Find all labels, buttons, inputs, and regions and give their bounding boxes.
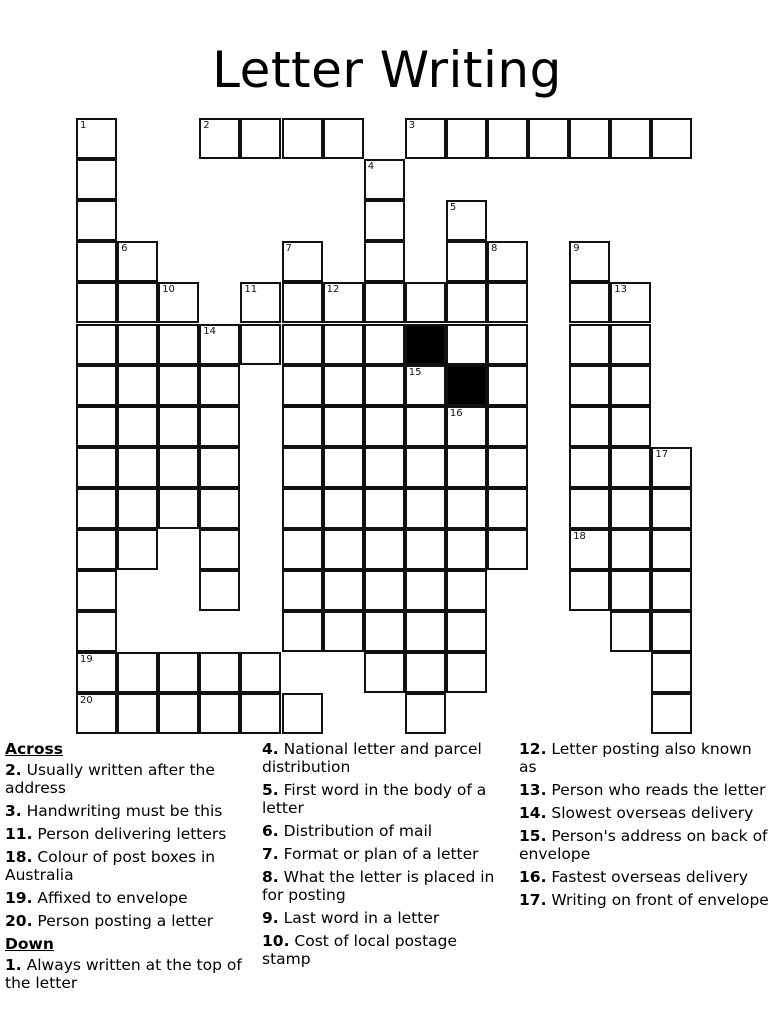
clue-number: 13. <box>519 781 547 799</box>
clue-number: 20. <box>5 912 33 930</box>
clue-text: Last word in a letter <box>283 909 440 927</box>
clue-number: 2. <box>5 761 22 779</box>
grid-cell[interactable] <box>240 324 281 365</box>
clue-number: 17. <box>519 891 547 909</box>
down-heading: Down <box>5 935 54 953</box>
clue-number: 10. <box>262 932 290 950</box>
clue-down-7 <box>262 845 502 863</box>
grid-cell[interactable] <box>610 118 651 159</box>
clue-text: Fastest overseas delivery <box>551 868 749 886</box>
grid-cell[interactable] <box>158 693 199 734</box>
grid-cell[interactable] <box>651 529 692 570</box>
cell-number: 9 <box>573 243 580 255</box>
grid-cell[interactable] <box>117 282 158 323</box>
grid-cell[interactable] <box>610 570 651 611</box>
grid-cell[interactable] <box>240 693 281 734</box>
grid-cell[interactable] <box>446 324 487 365</box>
grid-cell[interactable] <box>76 406 117 447</box>
grid-cell[interactable] <box>199 365 240 406</box>
grid-cell[interactable] <box>446 652 487 693</box>
grid-cell[interactable] <box>651 652 692 693</box>
cell-number: 13 <box>614 284 628 296</box>
grid-cell[interactable] <box>199 447 240 488</box>
grid-cell[interactable] <box>405 652 446 693</box>
grid-cell[interactable] <box>569 406 610 447</box>
grid-cell[interactable] <box>446 200 487 241</box>
clue-number: 5. <box>262 781 279 799</box>
grid-cell[interactable] <box>117 488 158 529</box>
grid-cell[interactable] <box>76 159 117 200</box>
grid-cell[interactable] <box>282 406 323 447</box>
clue-text: Handwriting must be this <box>26 802 223 820</box>
grid-cell[interactable] <box>282 529 323 570</box>
clue-text: Person's address on back of envelope <box>519 827 768 863</box>
clue-text: Person posting a letter <box>37 912 214 930</box>
cell-number: 15 <box>408 366 422 378</box>
grid-cell[interactable] <box>240 118 281 159</box>
cell-number: 12 <box>326 284 340 296</box>
clue-text: Writing on front of envelope <box>551 891 769 909</box>
grid-cell[interactable] <box>405 118 446 159</box>
clue-number: 4. <box>262 740 279 758</box>
grid-cell[interactable] <box>117 365 158 406</box>
clue-text: Person who reads the letter <box>551 781 766 799</box>
grid-cell[interactable] <box>76 365 117 406</box>
grid-cell[interactable] <box>282 365 323 406</box>
clue-across-19 <box>5 889 245 907</box>
grid-cell[interactable] <box>364 241 405 282</box>
grid-cell[interactable] <box>569 529 610 570</box>
clue-across-18 <box>5 848 245 884</box>
grid-cell[interactable] <box>569 241 610 282</box>
grid-cell[interactable] <box>323 611 364 652</box>
grid-cell[interactable] <box>569 365 610 406</box>
grid-cell[interactable] <box>199 529 240 570</box>
grid-cell[interactable] <box>199 693 240 734</box>
grid-cell[interactable] <box>610 529 651 570</box>
clue-text: Usually written after the address <box>5 761 215 797</box>
grid-cell[interactable] <box>364 488 405 529</box>
grid-cell[interactable] <box>76 488 117 529</box>
grid-cell[interactable] <box>282 693 323 734</box>
grid-cell[interactable] <box>610 365 651 406</box>
grid-cell[interactable] <box>569 570 610 611</box>
clue-number: 8. <box>262 868 279 886</box>
grid-cell[interactable] <box>487 241 528 282</box>
grid-cell[interactable] <box>610 282 651 323</box>
grid-cell[interactable] <box>610 611 651 652</box>
clue-text: Affixed to envelope <box>37 889 188 907</box>
grid-cell[interactable] <box>199 324 240 365</box>
clue-down-17 <box>519 891 769 909</box>
grid-cell[interactable] <box>446 241 487 282</box>
grid-cell[interactable] <box>651 693 692 734</box>
grid-cell[interactable] <box>446 488 487 529</box>
grid-cell[interactable] <box>446 529 487 570</box>
grid-cell[interactable] <box>364 406 405 447</box>
grid-cell[interactable] <box>76 447 117 488</box>
grid-cell[interactable] <box>323 282 364 323</box>
cell-number: 4 <box>367 161 375 173</box>
grid-cell[interactable] <box>405 365 446 406</box>
grid-cell[interactable] <box>446 118 487 159</box>
cell-number: 14 <box>203 325 217 337</box>
clue-number: 7. <box>262 845 279 863</box>
grid-cell[interactable] <box>528 118 569 159</box>
grid-cell[interactable] <box>610 406 651 447</box>
grid-cell[interactable] <box>364 529 405 570</box>
grid-cell[interactable] <box>364 324 405 365</box>
grid-cell[interactable] <box>323 118 364 159</box>
clue-across-2 <box>5 761 245 797</box>
grid-cell[interactable] <box>323 406 364 447</box>
clue-text: First word in the body of a letter <box>262 781 487 817</box>
grid-cell[interactable] <box>487 118 528 159</box>
grid-cell[interactable] <box>323 529 364 570</box>
clue-text: Slowest overseas delivery <box>551 804 754 822</box>
grid-cell[interactable] <box>158 324 199 365</box>
cell-number: 3 <box>408 120 416 131</box>
clue-down-13 <box>519 781 769 799</box>
grid-cell[interactable] <box>487 488 528 529</box>
grid-cell[interactable] <box>282 488 323 529</box>
grid-cell[interactable] <box>364 611 405 652</box>
grid-cell[interactable] <box>405 529 446 570</box>
clue-down-15 <box>519 827 769 863</box>
clue-number: 15. <box>519 827 547 845</box>
grid-cell[interactable] <box>487 282 528 323</box>
grid-cell[interactable] <box>158 488 199 529</box>
clue-number: 19. <box>5 889 33 907</box>
clue-text: Distribution of mail <box>283 822 433 840</box>
clue-number: 16. <box>519 868 547 886</box>
clues-column-2 <box>262 740 502 973</box>
grid-cell[interactable] <box>364 570 405 611</box>
clue-down-4 <box>262 740 502 776</box>
grid-cell[interactable] <box>446 282 487 323</box>
grid-cell[interactable] <box>199 488 240 529</box>
grid-cell[interactable] <box>76 611 117 652</box>
grid-cell[interactable] <box>405 282 446 323</box>
grid-cell[interactable] <box>610 488 651 529</box>
grid-cell[interactable] <box>282 324 323 365</box>
grid-cell[interactable] <box>117 693 158 734</box>
clue-down-16 <box>519 868 769 886</box>
grid-cell[interactable] <box>76 570 117 611</box>
clue-number: 6. <box>262 822 279 840</box>
grid-cell[interactable] <box>117 447 158 488</box>
clue-down-10 <box>262 932 502 968</box>
grid-cell[interactable] <box>487 529 528 570</box>
grid-cell[interactable] <box>76 282 117 323</box>
grid-cell[interactable] <box>76 693 117 734</box>
grid-cell[interactable] <box>569 488 610 529</box>
grid-cell[interactable] <box>323 447 364 488</box>
grid-cell[interactable] <box>610 447 651 488</box>
clue-text: Format or plan of a letter <box>283 845 479 863</box>
grid-cell[interactable] <box>364 200 405 241</box>
grid-cell[interactable] <box>569 118 610 159</box>
grid-cell[interactable] <box>323 570 364 611</box>
clue-across-11 <box>5 825 245 843</box>
clue-number: 9. <box>262 909 279 927</box>
grid-cell[interactable] <box>610 324 651 365</box>
clues-column-1 <box>5 740 245 997</box>
grid-cell[interactable] <box>117 241 158 282</box>
grid-cell[interactable] <box>405 611 446 652</box>
grid-cell[interactable] <box>405 693 446 734</box>
grid-cell[interactable] <box>446 447 487 488</box>
grid-cell[interactable] <box>487 365 528 406</box>
grid-cell[interactable] <box>199 406 240 447</box>
grid-cell[interactable] <box>282 241 323 282</box>
grid-cell[interactable] <box>405 447 446 488</box>
grid-cell[interactable] <box>76 529 117 570</box>
clue-text: Always written at the top of the letter <box>5 956 242 992</box>
clue-down-6 <box>262 822 502 840</box>
grid-cell[interactable] <box>487 324 528 365</box>
grid-cell[interactable] <box>487 406 528 447</box>
black-cell <box>446 365 487 406</box>
grid-cell[interactable] <box>158 282 199 323</box>
cell-number: 8 <box>491 243 498 255</box>
clue-number: 1. <box>5 956 22 974</box>
grid-cell[interactable] <box>405 570 446 611</box>
clue-number: 14. <box>519 804 547 822</box>
clue-across-20 <box>5 912 245 930</box>
clue-number: 11. <box>5 825 33 843</box>
clue-number: 3. <box>5 802 22 820</box>
clue-down-12 <box>519 740 769 776</box>
grid-cell[interactable] <box>446 570 487 611</box>
grid-cell[interactable] <box>364 447 405 488</box>
grid-cell[interactable] <box>158 406 199 447</box>
cell-number: 11 <box>244 284 258 296</box>
clue-number: 18. <box>5 848 33 866</box>
grid-cell[interactable] <box>569 324 610 365</box>
clue-text: Cost of local postage stamp <box>262 932 458 968</box>
clue-text: What the letter is placed in for posting <box>262 868 495 904</box>
page-title: Letter Writing <box>212 41 562 99</box>
crossword-grid <box>77 119 697 739</box>
grid-cell[interactable] <box>158 365 199 406</box>
cell-number: 10 <box>162 284 175 296</box>
cell-number: 7 <box>285 243 292 255</box>
clue-text: National letter and parcel distribution <box>262 740 482 776</box>
grid-cell[interactable] <box>240 282 281 323</box>
grid-cell[interactable] <box>117 652 158 693</box>
grid-cell[interactable] <box>446 611 487 652</box>
grid-cell[interactable] <box>117 529 158 570</box>
grid-cell[interactable] <box>446 406 487 447</box>
clue-down-14 <box>519 804 769 822</box>
cell-number: 18 <box>573 531 586 542</box>
grid-cell[interactable] <box>651 118 692 159</box>
grid-cell[interactable] <box>487 447 528 488</box>
cell-number: 5 <box>449 202 457 214</box>
grid-cell[interactable] <box>76 324 117 365</box>
grid-cell[interactable] <box>323 324 364 365</box>
grid-cell[interactable] <box>405 406 446 447</box>
cell-number: 2 <box>203 120 210 131</box>
grid-cell[interactable] <box>76 118 117 159</box>
grid-cell[interactable] <box>117 324 158 365</box>
grid-cell[interactable] <box>117 406 158 447</box>
grid-cell[interactable] <box>651 447 692 488</box>
clue-text: Letter posting also known as <box>519 740 752 776</box>
black-cell <box>405 324 446 365</box>
grid-cell[interactable] <box>199 652 240 693</box>
grid-cell[interactable] <box>158 652 199 693</box>
grid-cell[interactable] <box>364 282 405 323</box>
clue-down-5 <box>262 781 502 817</box>
grid-cell[interactable] <box>364 365 405 406</box>
grid-cell[interactable] <box>364 159 405 200</box>
grid-cell[interactable] <box>651 570 692 611</box>
grid-cell[interactable] <box>240 652 281 693</box>
grid-cell[interactable] <box>76 241 117 282</box>
grid-cell[interactable] <box>199 570 240 611</box>
grid-cell[interactable] <box>651 488 692 529</box>
grid-cell[interactable] <box>158 447 199 488</box>
clue-across-3 <box>5 802 245 820</box>
cell-number: 16 <box>449 407 463 419</box>
grid-cell[interactable] <box>282 570 323 611</box>
clue-text: Colour of post boxes in Australia <box>5 848 216 884</box>
grid-cell[interactable] <box>364 652 405 693</box>
grid-cell[interactable] <box>282 118 323 159</box>
grid-cell[interactable] <box>569 447 610 488</box>
grid-cell[interactable] <box>282 611 323 652</box>
grid-cell[interactable] <box>282 447 323 488</box>
cell-number: 6 <box>121 243 128 255</box>
cell-number: 19 <box>80 654 93 666</box>
cell-number: 1 <box>80 120 87 131</box>
grid-cell[interactable] <box>323 488 364 529</box>
across-heading: Across <box>5 740 63 758</box>
grid-cell[interactable] <box>76 652 117 693</box>
grid-cell[interactable] <box>651 611 692 652</box>
cell-number: 20 <box>80 695 93 707</box>
clue-down-8 <box>262 868 502 904</box>
clue-number: 12. <box>519 740 547 758</box>
clue-text: Person delivering letters <box>37 825 227 843</box>
clue-down-9 <box>262 909 502 927</box>
grid-cell[interactable] <box>405 488 446 529</box>
grid-cell[interactable] <box>282 282 323 323</box>
clues-column-3 <box>519 740 769 914</box>
cell-number: 17 <box>655 448 669 460</box>
grid-cell[interactable] <box>199 118 240 159</box>
grid-cell[interactable] <box>323 365 364 406</box>
clue-down-1 <box>5 956 245 992</box>
grid-cell[interactable] <box>569 282 610 323</box>
grid-cell[interactable] <box>76 200 117 241</box>
